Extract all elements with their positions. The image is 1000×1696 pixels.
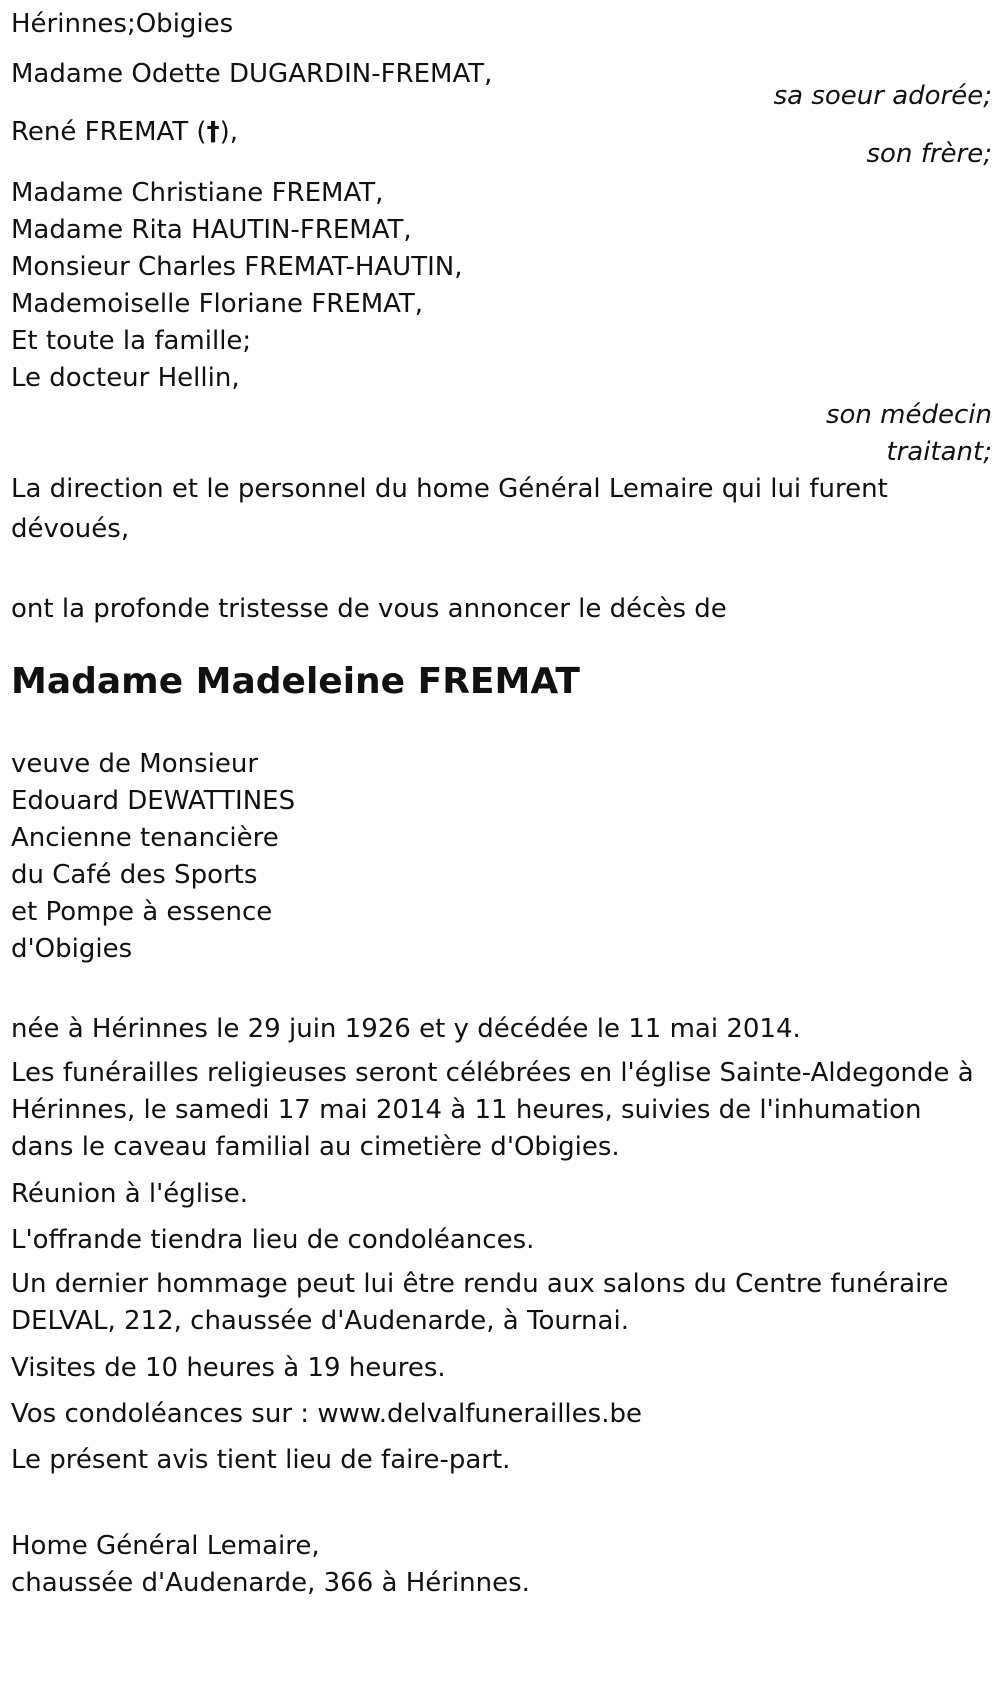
deceased-detail: du Café des Sports: [11, 860, 258, 890]
tribute-info: Un dernier hommage peut lui être rendu aux salons du Centre funéraire DELVAL, 212, chaussée d'Audenarde, à Tournai.: [11, 1269, 949, 1336]
deceased-detail: d'Obigies: [11, 934, 133, 964]
notice-info: Le présent avis tient lieu de faire-part.: [11, 1445, 511, 1475]
brother-name-suffix: ),: [219, 117, 238, 147]
sister-name: Madame Odette DUGARDIN-FREMAT,: [11, 59, 493, 89]
cross-icon: †: [206, 117, 220, 147]
deceased-detail: Ancienne tenancière: [11, 823, 279, 853]
announcement: ont la profonde tristesse de vous annoncer le décès de: [11, 594, 727, 624]
family-member: Mademoiselle Floriane FREMAT,: [11, 289, 424, 319]
deceased-detail: veuve de Monsieur: [11, 749, 259, 779]
home-staff: La direction et le personnel du home Général Lemaire qui lui furent dévoués,: [11, 474, 888, 544]
sister-role: sa soeur adorée;: [773, 81, 992, 111]
funeral-info: Les funérailles religieuses seront célébrées en l'église Sainte-Aldegonde à Hérinnes, le samedi 17 mai 2014 à 11 heures, suivies de l'inhumation dans le caveau familial au cimetière d'Obigies.: [11, 1058, 974, 1162]
brother-name-prefix: René FREMAT (: [11, 117, 207, 147]
address-line1: Home Général Lemaire,: [11, 1531, 320, 1561]
visits-info: Visites de 10 heures à 19 heures.: [11, 1353, 446, 1383]
deceased-detail: Edouard DEWATTINES: [11, 786, 296, 816]
header-places: Hérinnes;Obigies: [11, 9, 234, 39]
doctor-role-line1: son médecin: [825, 400, 992, 430]
doctor-role-line2: traitant;: [886, 437, 992, 467]
doctor-name: Le docteur Hellin,: [11, 363, 240, 393]
meeting-info: Réunion à l'église.: [11, 1179, 249, 1209]
brother-role: son frère;: [866, 139, 992, 169]
family-member: Monsieur Charles FREMAT-HAUTIN,: [11, 252, 463, 282]
condolences-info: Vos condoléances sur : www.delvalfunerailles.be: [11, 1399, 642, 1429]
deceased-name: Madame Madeleine FREMAT: [11, 661, 580, 702]
offering-info: L'offrande tiendra lieu de condoléances.: [11, 1225, 535, 1255]
birth-death: née à Hérinnes le 29 juin 1926 et y décédée le 11 mai 2014.: [11, 1014, 801, 1044]
family-member: Madame Rita HAUTIN-FREMAT,: [11, 215, 412, 245]
address-line2: chaussée d'Audenarde, 366 à Hérinnes.: [11, 1568, 530, 1598]
deceased-detail: et Pompe à essence: [11, 897, 273, 927]
family-member: Madame Christiane FREMAT,: [11, 178, 384, 208]
family-member: Et toute la famille;: [11, 326, 252, 356]
obituary-notice: [0, 4, 1000, 1696]
